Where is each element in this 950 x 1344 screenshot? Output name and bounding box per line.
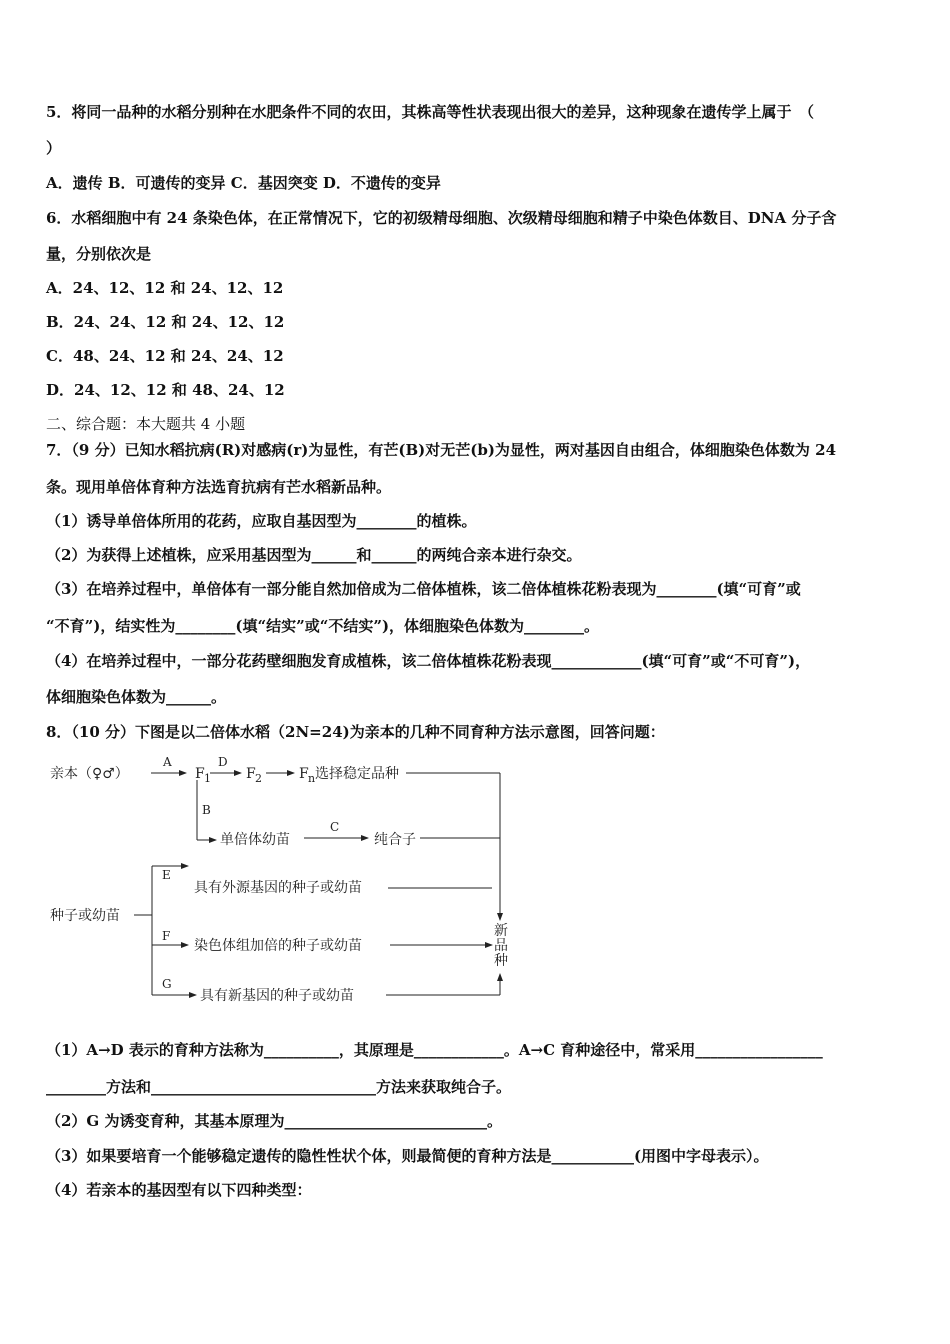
diagram-f1: F (195, 766, 205, 782)
q6-stem-line1: 6．水稻细胞中有 24 条染色体，在正常情况下，它的初级精母细胞、次级精母细胞和精子中染色体数目、DNA 分子含 (46, 209, 837, 227)
diagram-new-1: 新 (494, 923, 508, 939)
q8-part2: （2）G 为诱变育种，其基本原理为___________________________。 (46, 1112, 502, 1130)
q8-part1-line2: ________方法和______________________________方法来获取纯合子。 (46, 1078, 512, 1096)
q8-stem: 8．（10 分）下图是以二倍体水稻（2N=24)为亲本的几种不同育种方法示意图，回答问题： (46, 723, 665, 741)
diagram-pure: 纯合子 (374, 832, 416, 848)
diagram-haploid: 单倍体幼苗 (220, 832, 290, 848)
q7-part4-line2: 体细胞染色体数为______。 (46, 688, 227, 706)
label-a: A (163, 755, 172, 769)
diagram-fn-subscript: n (308, 772, 316, 785)
label-b: B (202, 803, 211, 817)
q7-part4-line1: （4）在培养过程中，一部分花药壁细胞发育成植株，该二倍体植株花粉表现____________(填“可育”或“不可育”)， (46, 652, 811, 670)
diagram-f1-subscript: 1 (204, 772, 211, 785)
label-c: C (330, 820, 340, 834)
diagram-parent: 亲本（♀♂） (50, 766, 129, 782)
q8-part1-line1: （1）A→D 表示的育种方法称为__________，其原理是____________。A→C 育种途径中，常采用_________________ (46, 1041, 823, 1059)
q8-part4: （4）若亲本的基因型有以下四种类型： (46, 1181, 312, 1199)
breeding-methods-diagram (48, 752, 518, 1007)
q6-option-c: C．48、24、12 和 24、24、12 (46, 347, 284, 365)
diagram-foreign: 具有外源基因的种子或幼苗 (194, 880, 362, 896)
label-d: D (218, 755, 228, 769)
label-g: G (162, 977, 172, 991)
q6-stem-line2: 量，分别依次是 (46, 245, 152, 263)
section-heading: 二、综合题：本大题共 4 小题 (46, 415, 246, 433)
diagram-newgene: 具有新基因的种子或幼苗 (200, 988, 354, 1004)
diagram-f2: F (246, 766, 256, 782)
diagram-f2-subscript: 2 (255, 772, 262, 785)
q7-part2: （2）为获得上述植株，应采用基因型为______和______的两纯合亲本进行杂交。 (46, 546, 582, 564)
q7-part3-line1: （3）在培养过程中，单倍体有一部分能自然加倍成为二倍体植株，该二倍体植株花粉表现为________(填“可育”或 (46, 580, 801, 598)
q7-part1: （1）诱导单倍体所用的花药，应取自基因型为________的植株。 (46, 512, 477, 530)
diagram-fn: F (299, 766, 309, 782)
q5-stem-line2: ） (46, 139, 62, 157)
label-f: F (162, 929, 171, 943)
q7-part3-line2: “不育”)，结实性为________(填“结实”或“不结实”)，体细胞染色体数为________。 (46, 617, 600, 635)
q5-stem-line1: 5．将同一品种的水稻分别种在水肥条件不同的农田，其株高等性状表现出很大的差异，这种现象在遗传学上属于 （ (46, 103, 814, 121)
q6-option-d: D．24、12、12 和 48、24、12 (46, 381, 285, 399)
q6-option-a: A．24、12、12 和 24、12、12 (46, 279, 284, 297)
diagram-new-2: 品 (494, 938, 508, 954)
label-e: E (162, 868, 171, 882)
q7-stem-line2: 条。现用单倍体育种方法选育抗病有芒水稻新品种。 (46, 478, 392, 496)
q5-options: A．遗传 B．可遗传的变异 C．基因突变 D．不遗传的变异 (46, 174, 441, 192)
q7-stem-line1: 7．（9 分）已知水稻抗病(R)对感病(r)为显性，有芒(B)对无芒(b)为显性，两对基因自由组合，体细胞染色体数为 24 (46, 441, 837, 459)
q8-part3: （3）如果要培育一个能够稳定遗传的隐性性状个体，则最简便的育种方法是___________(用图中字母表示）。 (46, 1147, 769, 1165)
diagram-fn-select: 选择稳定品种 (315, 766, 399, 782)
diagram-new-3: 种 (494, 953, 508, 969)
diagram-seed: 种子或幼苗 (50, 908, 120, 924)
diagram-doubled: 染色体组加倍的种子或幼苗 (194, 938, 362, 954)
q6-option-b: B．24、24、12 和 24、12、12 (46, 313, 285, 331)
